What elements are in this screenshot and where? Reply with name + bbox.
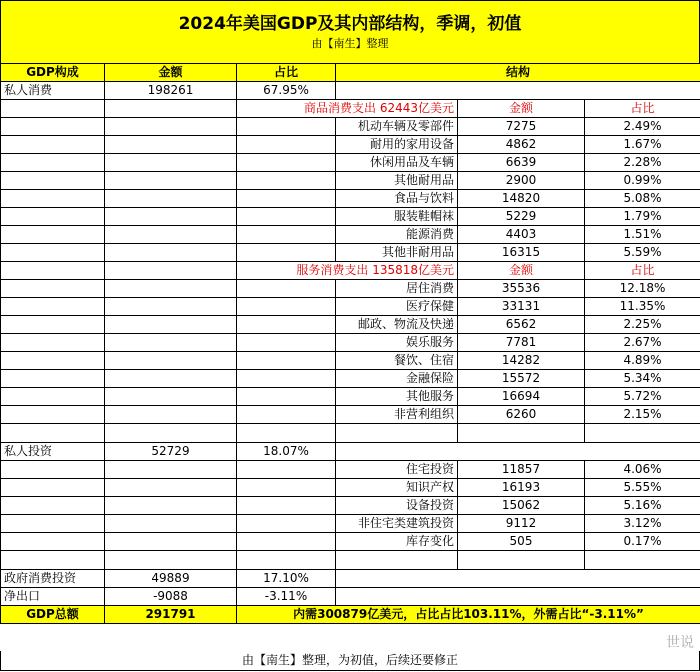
header-gdp-component: GDP构成 bbox=[1, 64, 105, 82]
private-investment-row bbox=[1, 443, 700, 461]
government-row bbox=[1, 570, 700, 588]
net-exports-row bbox=[1, 588, 700, 606]
header-structure: 结构 bbox=[336, 64, 700, 82]
page-subtitle: 由【南生】整理 bbox=[311, 37, 389, 50]
item-row bbox=[1, 316, 700, 334]
private-investment-row-label: 私人投资 bbox=[1, 443, 105, 461]
item-amount: 4862 bbox=[458, 136, 585, 154]
services-header-row bbox=[1, 262, 700, 280]
item-amount: 5229 bbox=[458, 208, 585, 226]
blank-row bbox=[1, 551, 700, 570]
item-amount: 6639 bbox=[458, 154, 585, 172]
goods-header-amount: 金额 bbox=[458, 100, 585, 118]
item-amount: 16193 bbox=[458, 479, 585, 497]
item-amount: 2900 bbox=[458, 172, 585, 190]
item-name: 知识产权 bbox=[336, 479, 458, 497]
goods-header-row bbox=[1, 100, 700, 118]
private-consumption-amount: 198261 bbox=[105, 82, 237, 100]
net-exports-row-label: 净出口 bbox=[1, 588, 105, 606]
item-share: 2.67% bbox=[585, 334, 700, 352]
item-name: 居住消费 bbox=[336, 280, 458, 298]
item-amount: 7275 bbox=[458, 118, 585, 136]
gdp-total-amount: 291791 bbox=[105, 606, 237, 624]
item-name: 耐用的家用设备 bbox=[336, 136, 458, 154]
net-exports-row-share: -3.11% bbox=[237, 588, 336, 606]
item-share: 1.67% bbox=[585, 136, 700, 154]
item-amount: 11857 bbox=[458, 461, 585, 479]
watermark: 世说 bbox=[666, 635, 694, 651]
item-share: 0.17% bbox=[585, 533, 700, 551]
government-row-amount: 49889 bbox=[105, 570, 237, 588]
item-amount: 7781 bbox=[458, 334, 585, 352]
item-amount: 16694 bbox=[458, 388, 585, 406]
item-amount: 9112 bbox=[458, 515, 585, 533]
goods-header-share: 占比 bbox=[585, 100, 700, 118]
item-amount: 15062 bbox=[458, 497, 585, 515]
item-share: 11.35% bbox=[585, 298, 700, 316]
item-share: 5.59% bbox=[585, 244, 700, 262]
gdp-total-note: 内需300879亿美元，占比占比103.11%，外需占比“-3.11%” bbox=[237, 606, 700, 624]
item-share: 2.49% bbox=[585, 118, 700, 136]
item-name: 库存变化 bbox=[336, 533, 458, 551]
net-exports-row-amount: -9088 bbox=[105, 588, 237, 606]
item-share: 1.51% bbox=[585, 226, 700, 244]
item-amount: 4403 bbox=[458, 226, 585, 244]
item-row bbox=[1, 533, 700, 551]
private-investment-row-amount: 52729 bbox=[105, 443, 237, 461]
footer-note: 由【南生】整理，为初值，后续还要修正 bbox=[0, 651, 700, 671]
item-name: 设备投资 bbox=[336, 497, 458, 515]
goods-header-label: 商品消费支出 62443亿美元 bbox=[237, 100, 458, 118]
gdp-total-label: GDP总额 bbox=[1, 606, 105, 624]
blank-row bbox=[1, 424, 700, 443]
item-name: 食品与饮料 bbox=[336, 190, 458, 208]
item-share: 2.25% bbox=[585, 316, 700, 334]
item-amount: 6562 bbox=[458, 316, 585, 334]
item-amount: 14282 bbox=[458, 352, 585, 370]
item-name: 住宅投资 bbox=[336, 461, 458, 479]
title-banner bbox=[0, 0, 700, 64]
item-share: 5.55% bbox=[585, 479, 700, 497]
item-row bbox=[1, 334, 700, 352]
item-row bbox=[1, 190, 700, 208]
item-name: 餐饮、住宿 bbox=[336, 352, 458, 370]
item-row bbox=[1, 515, 700, 533]
item-share: 1.79% bbox=[585, 208, 700, 226]
item-row bbox=[1, 154, 700, 172]
item-name: 其他耐用品 bbox=[336, 172, 458, 190]
item-row bbox=[1, 497, 700, 515]
item-share: 5.34% bbox=[585, 370, 700, 388]
item-share: 12.18% bbox=[585, 280, 700, 298]
private-consumption-share: 67.95% bbox=[237, 82, 336, 100]
item-name: 非住宅类建筑投资 bbox=[336, 515, 458, 533]
item-share: 5.72% bbox=[585, 388, 700, 406]
item-row bbox=[1, 226, 700, 244]
private-consumption-label: 私人消费 bbox=[1, 82, 105, 100]
services-header-label: 服务消费支出 135818亿美元 bbox=[237, 262, 458, 280]
services-header-share: 占比 bbox=[585, 262, 700, 280]
item-name: 能源消费 bbox=[336, 226, 458, 244]
item-amount: 6260 bbox=[458, 406, 585, 424]
item-share: 3.12% bbox=[585, 515, 700, 533]
gdp-total-row bbox=[1, 606, 700, 624]
header-amount: 金额 bbox=[105, 64, 237, 82]
item-amount: 15572 bbox=[458, 370, 585, 388]
gdp-table bbox=[0, 63, 700, 624]
item-share: 5.16% bbox=[585, 497, 700, 515]
item-row bbox=[1, 298, 700, 316]
item-row bbox=[1, 352, 700, 370]
header-row bbox=[1, 64, 700, 82]
item-row bbox=[1, 244, 700, 262]
item-row bbox=[1, 388, 700, 406]
government-row-share: 17.10% bbox=[237, 570, 336, 588]
item-amount: 33131 bbox=[458, 298, 585, 316]
item-name: 服装鞋帽袜 bbox=[336, 208, 458, 226]
item-row bbox=[1, 208, 700, 226]
item-name: 其他服务 bbox=[336, 388, 458, 406]
item-row bbox=[1, 406, 700, 424]
item-amount: 505 bbox=[458, 533, 585, 551]
item-share: 4.06% bbox=[585, 461, 700, 479]
item-share: 2.28% bbox=[585, 154, 700, 172]
item-share: 4.89% bbox=[585, 352, 700, 370]
services-header-amount: 金额 bbox=[458, 262, 585, 280]
item-amount: 16315 bbox=[458, 244, 585, 262]
item-name: 娱乐服务 bbox=[336, 334, 458, 352]
item-row bbox=[1, 280, 700, 298]
item-row bbox=[1, 136, 700, 154]
private-investment-row-share: 18.07% bbox=[237, 443, 336, 461]
item-share: 2.15% bbox=[585, 406, 700, 424]
page-title: 2024年美国GDP及其内部结构，季调，初值 bbox=[178, 14, 522, 34]
item-name: 其他非耐用品 bbox=[336, 244, 458, 262]
item-row bbox=[1, 479, 700, 497]
government-row-label: 政府消费投资 bbox=[1, 570, 105, 588]
item-row bbox=[1, 461, 700, 479]
item-row bbox=[1, 118, 700, 136]
item-name: 金融保险 bbox=[336, 370, 458, 388]
item-row bbox=[1, 172, 700, 190]
item-amount: 14820 bbox=[458, 190, 585, 208]
item-name: 邮政、物流及快递 bbox=[336, 316, 458, 334]
item-name: 休闲用品及车辆 bbox=[336, 154, 458, 172]
item-share: 5.08% bbox=[585, 190, 700, 208]
item-amount: 35536 bbox=[458, 280, 585, 298]
header-share: 占比 bbox=[237, 64, 336, 82]
item-name: 机动车辆及零部件 bbox=[336, 118, 458, 136]
private-consumption-row bbox=[1, 82, 700, 100]
item-name: 非营利组织 bbox=[336, 406, 458, 424]
item-row bbox=[1, 370, 700, 388]
item-name: 医疗保健 bbox=[336, 298, 458, 316]
item-share: 0.99% bbox=[585, 172, 700, 190]
